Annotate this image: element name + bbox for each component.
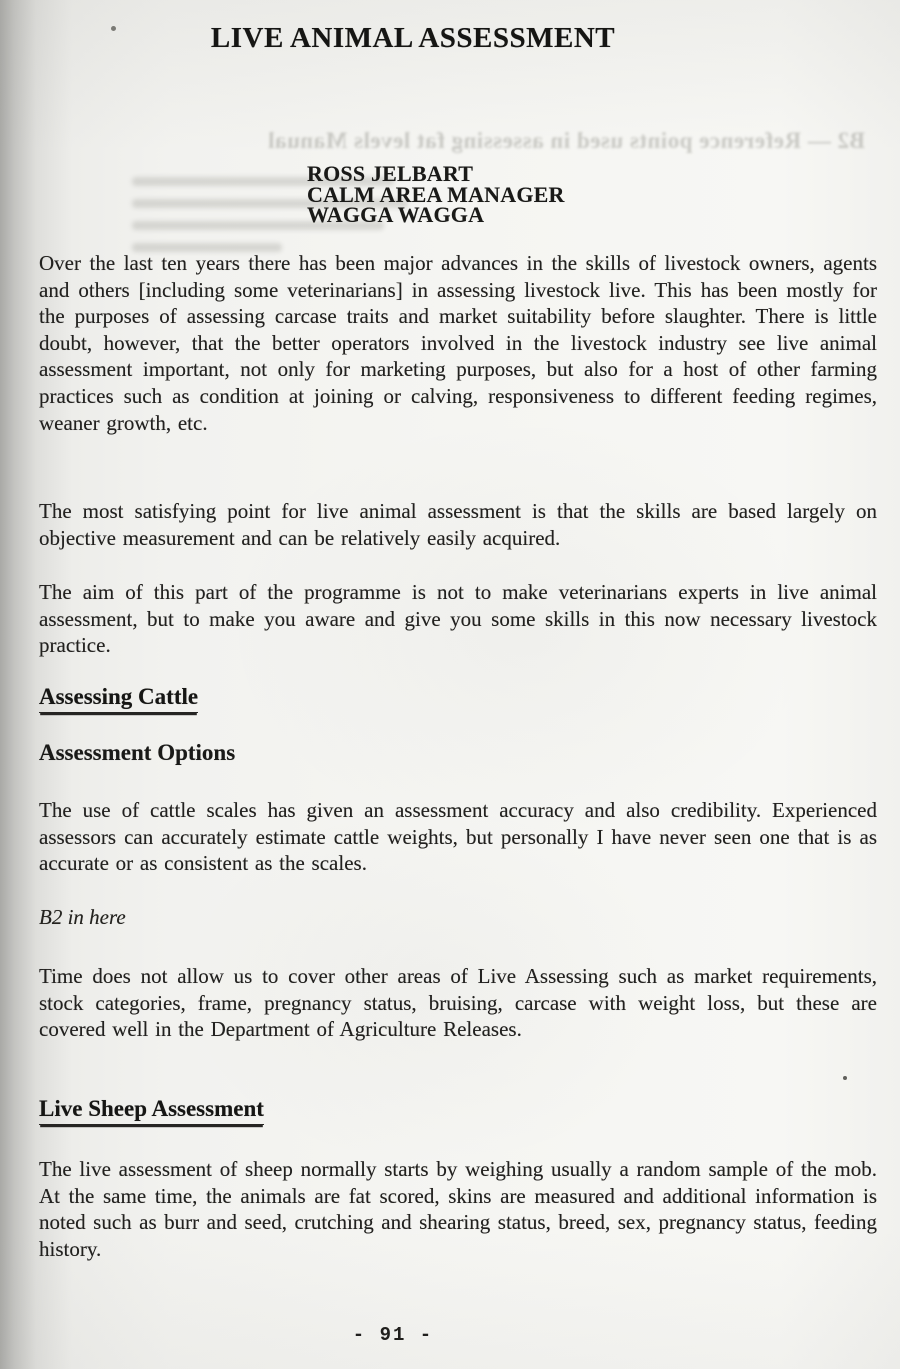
cattle-paragraph-2: Time does not allow us to cover other areas of Live Assessing such as market requirements, stock categories, frame, pregnancy status, bruising, carcase with weight loss, but these are covered well in the Department of Agriculture Releases.: [39, 964, 877, 1042]
bleedthrough-text: B2 — Reference points used in assessing fat levels Manual: [267, 128, 865, 153]
cattle-paragraph-1: The use of cattle scales has given an assessment accuracy and also credibility. Experienced assessors can accurately estimate cattle weights, but personally I have never seen one that is as accurate or as consistent as the scales.: [39, 798, 877, 876]
sheep-paragraph-1: The live assessment of sheep normally starts by weighing usually a random sample of the mob. At the same time, the animals are fat scored, skins are measured and additional information is noted such as burr and seed, crutching and shearing status, breed, sex, pregnancy status, feeding history.: [39, 1157, 877, 1261]
section-heading-label: Live Sheep Assessment: [39, 1096, 264, 1125]
intro-paragraph-3: The aim of this part of the programme is not to make veterinarians experts in live animal assessment, but to make you aware and give you some skills in this now necessary livestock practice.: [39, 580, 877, 658]
author-role: CALM AREA MANAGER: [307, 181, 565, 207]
author-name: ROSS JELBART: [307, 161, 474, 186]
placeholder-note: B2 in here: [39, 905, 126, 929]
author-location: WAGGA WAGGA: [307, 202, 485, 227]
page-title: LIVE ANIMAL ASSESSMENT: [210, 22, 616, 54]
subheading-assessment-options: Assessment Options: [39, 740, 236, 765]
author-block: [307, 161, 565, 227]
intro-paragraph-2: The most satisfying point for live animal assessment is that the skills are based largely on objective measurement and can be relatively easily acquired.: [39, 499, 877, 550]
scan-speck: [843, 1076, 847, 1080]
page-number: - 91 -: [352, 1324, 434, 1346]
section-heading-assessing-cattle: [39, 684, 198, 713]
intro-paragraph-1: Over the last ten years there has been major advances in the skills of livestock owners, agents and others [including some veterinarians] in assessing livestock live. This has been mostly for the purposes of assessing carcase traits and market suitability before slaughter. There is little doubt, however, that the better operators involved in the livestock industry see live animal assessment important, not only for marketing purposes, but also for a host of other farming practices such as condition at joining or calving, responsiveness to different feeding regimes, weaner growth, etc.: [39, 251, 877, 435]
section-heading-label: Assessing Cattle: [39, 684, 198, 713]
section-heading-live-sheep: [39, 1096, 264, 1125]
